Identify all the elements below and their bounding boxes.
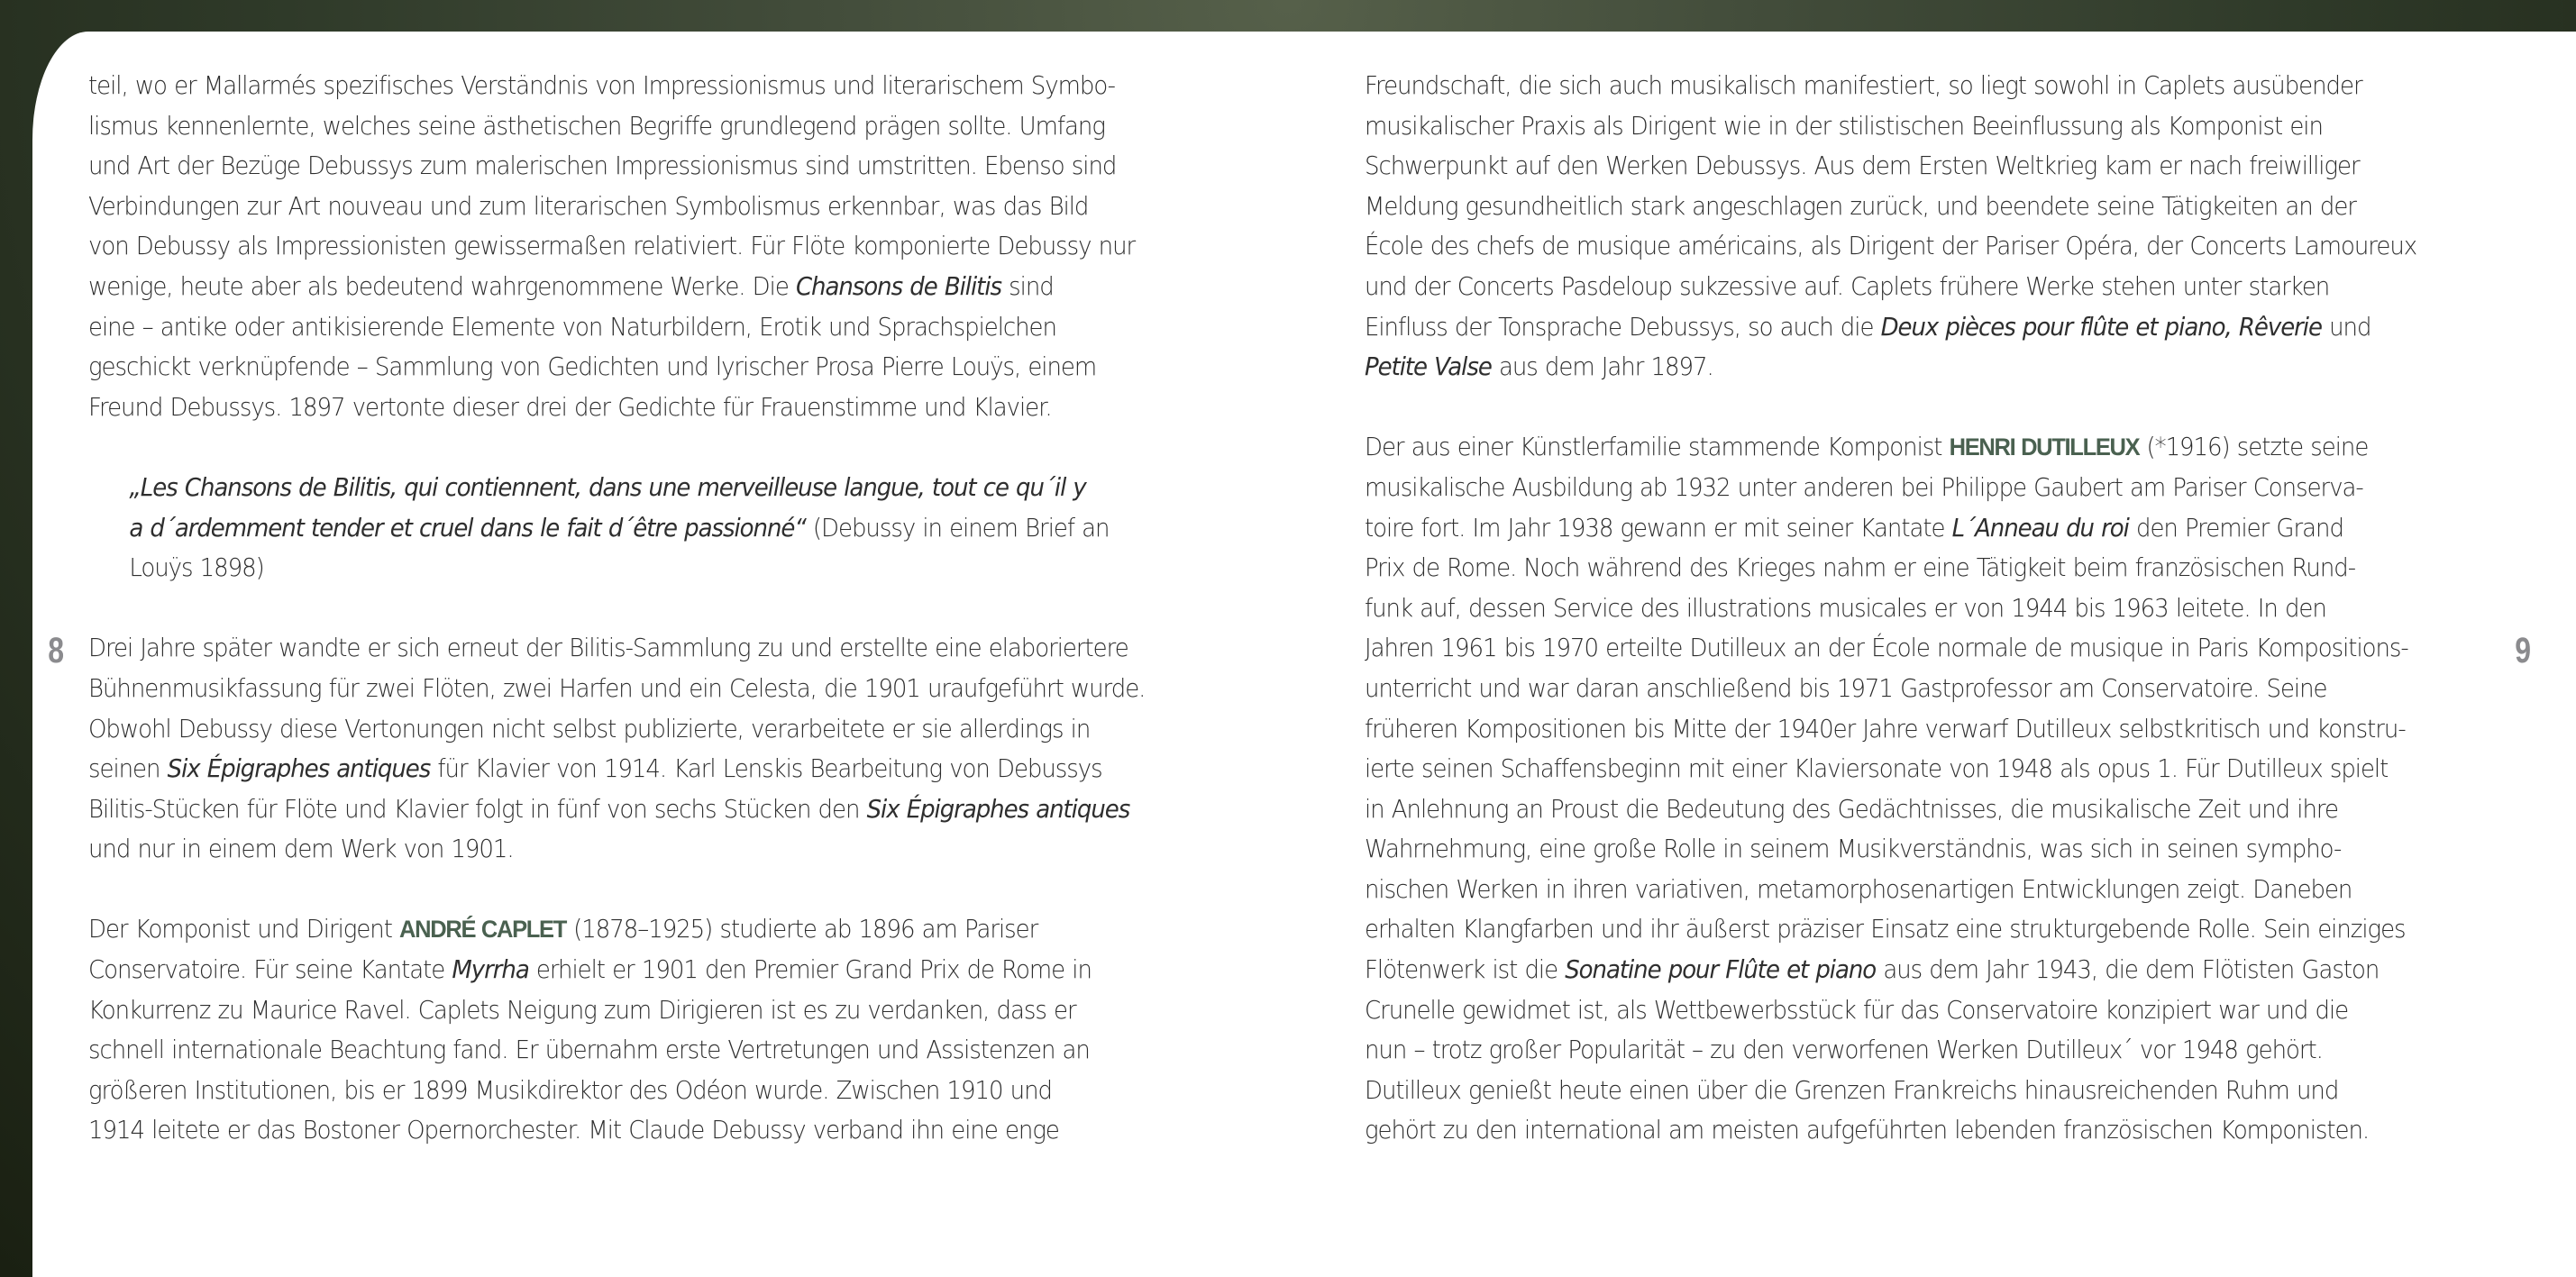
- text-run: musikalischer Praxis als Dirigent wie in der stilistischen Beeinflussung als Komponist ein: [1365, 111, 2323, 141]
- text-line: [1365, 468, 2491, 508]
- text-run: nischen Werken in ihren variativen, metamorphosenartigen Entwicklungen zeigt. Daneben: [1365, 874, 2352, 904]
- text-line: [88, 267, 1215, 307]
- text-line: [1365, 187, 2491, 227]
- italic-title: Six Épigraphes antiques: [167, 754, 431, 784]
- text-run: von Debussy als Impressionisten gewissermaßen relativiert. Für Flöte komponierte Debussy nur: [88, 232, 1136, 261]
- text-run: den Premier Grand: [2128, 513, 2343, 543]
- text-run: Freundschaft, die sich auch musikalisch manifestiert, so liegt sowohl in Caplets ausübender: [1365, 71, 2362, 100]
- text-run: unterricht und war daran anschließend bis 1971 Gastprofessor am Conservatoire. Seine: [1365, 673, 2327, 703]
- text-line: [1365, 267, 2491, 307]
- text-run: ierte seinen Schaffensbeginn mit einer Klaviersonate von 1948 als opus 1. Für Dutilleux spielt: [1365, 754, 2389, 784]
- text-line: [1365, 588, 2491, 629]
- text-run: gehört zu den international am meisten aufgeführten lebenden französischen Komponisten.: [1365, 1116, 2370, 1145]
- text-line: [88, 829, 1215, 870]
- paragraph: [88, 628, 1215, 870]
- text-run: für Klavier von 1914. Karl Lenskis Bearbeitung von Debussys: [430, 754, 1102, 784]
- text-run: teil, wo er Mallarmés spezifisches Verständnis von Impressionismus und literarischem Symbo-: [88, 71, 1116, 100]
- text-run: und nur in einem dem Werk von 1901.: [88, 835, 514, 864]
- text-run: größeren Institutionen, bis er 1899 Musikdirektor des Odéon wurde. Zwischen 1910 und: [88, 1075, 1052, 1105]
- text-run: Prix de Rome. Noch während des Krieges nahm er eine Tätigkeit beim französischen Rund-: [1365, 553, 2356, 583]
- text-run: geschickt verknüpfende – Sammlung von Gedichten und lyrischer Prosa Pierre Louÿs, einem: [88, 352, 1097, 382]
- text-run: Einfluss der Tonsprache Debussys, so auch die: [1365, 312, 1881, 342]
- text-run: und: [2321, 312, 2371, 342]
- text-line: [1365, 990, 2491, 1031]
- text-run: funk auf, dessen Service des illustrations musicales er von 1944 bis 1963 leitete. In den: [1365, 593, 2326, 623]
- text-line: [1365, 789, 2491, 830]
- text-line: [129, 468, 1215, 508]
- page-number-left: 8: [48, 631, 65, 670]
- text-run: Conservatoire. Für seine Kantate: [88, 955, 452, 985]
- text-line: [88, 990, 1215, 1031]
- text-line: [1365, 1071, 2491, 1111]
- text-line: [88, 950, 1215, 990]
- italic-title: Myrrha: [452, 955, 529, 985]
- page-number-right: 9: [2515, 631, 2532, 670]
- text-run: Crunelle gewidmet ist, als Wettbewerbsstück für das Conservatoire konzipiert war und die: [1365, 995, 2349, 1025]
- text-run: (Debussy in einem Brief an: [805, 513, 1110, 543]
- text-line: [88, 1071, 1215, 1111]
- text-line: [1365, 950, 2491, 990]
- text-run: Schwerpunkt auf den Werken Debussys. Aus dem Ersten Weltkrieg kam er nach freiwilliger: [1365, 151, 2360, 181]
- italic-title: Chansons de Bilitis: [795, 271, 1002, 301]
- text-line: [88, 909, 1215, 950]
- italic-title: Petite Valse: [1365, 352, 1492, 382]
- text-line: [1365, 427, 2491, 468]
- text-line: [88, 106, 1215, 147]
- text-line: [1365, 1110, 2491, 1151]
- text-run: Dutilleux genießt heute einen über die Grenzen Frankreichs hinausreichenden Ruhm und: [1365, 1075, 2339, 1105]
- paragraph: [88, 66, 1215, 427]
- text-line: [129, 548, 1215, 588]
- text-line: [1365, 548, 2491, 588]
- text-line: [1365, 1030, 2491, 1071]
- paragraph: [1365, 427, 2491, 1151]
- italic-title: Deux pièces pour flûte et piano, Rêverie: [1880, 312, 2322, 342]
- italic-title: Six Épigraphes antiques: [866, 794, 1130, 824]
- text-run: Drei Jahre später wandte er sich erneut der Bilitis-Sammlung zu und erstellte eine elaboriertere: [88, 634, 1128, 663]
- text-line: [88, 307, 1215, 348]
- text-line: [88, 749, 1215, 789]
- text-run: nun – trotz großer Popularität – zu den verworfenen Werken Dutilleux´ vor 1948 gehört.: [1365, 1035, 2323, 1065]
- left-page-text-column: [88, 66, 1215, 1191]
- text-run: seinen: [88, 754, 168, 784]
- italic-title: „Les Chansons de Bilitis, qui contiennent, dans une merveilleuse langue, tout ce qu´il y: [129, 472, 1086, 502]
- text-run: Wahrnehmung, eine große Rolle in seinem Musikverständnis, was sich in seinen sympho-: [1365, 835, 2342, 864]
- text-run: und der Concerts Pasdeloup sukzessive auf. Caplets frühere Werke stehen unter starken: [1365, 271, 2330, 301]
- text-line: [1365, 66, 2491, 106]
- right-page-text-column: [1365, 66, 2491, 1191]
- text-line: [1365, 709, 2491, 750]
- text-run: Verbindungen zur Art nouveau und zum literarischen Symbolismus erkennbar, was das Bild: [88, 191, 1089, 221]
- text-line: [1365, 347, 2491, 388]
- text-line: [88, 669, 1215, 709]
- text-line: [1365, 106, 2491, 147]
- text-run: wenige, heute aber als bedeutend wahrgenommene Werke. Die: [88, 271, 796, 301]
- text-run: früheren Kompositionen bis Mitte der 1940er Jahre verwarf Dutilleux selbstkritisch und konstru-: [1365, 714, 2406, 743]
- text-run: Der aus einer Künstlerfamilie stammende Komponist: [1365, 433, 1950, 462]
- text-run: Bühnenmusikfassung für zwei Flöten, zwei Harfen und ein Celesta, die 1901 uraufgeführt wurde.: [88, 673, 1146, 703]
- text-run: Flötenwerk ist die: [1365, 955, 1566, 985]
- italic-title: L´Anneau du roi: [1951, 513, 2129, 543]
- composer-name: HENRI DUTILLEUX: [1949, 433, 2140, 461]
- text-line: [88, 388, 1215, 428]
- text-line: [88, 1030, 1215, 1071]
- text-line: [88, 187, 1215, 227]
- text-line: [1365, 508, 2491, 549]
- text-line: [1365, 628, 2491, 669]
- text-run: lismus kennenlernte, welches seine ästhetischen Begriffe grundlegend prägen sollte. Umfang: [88, 111, 1105, 141]
- text-run: in Anlehnung an Proust die Bedeutung des Gedächtnisses, die musikalische Zeit und ihre: [1365, 794, 2338, 824]
- composer-name: ANDRÉ CAPLET: [399, 916, 566, 944]
- text-run: Der Komponist und Dirigent: [88, 915, 400, 944]
- text-run: Obwohl Debussy diese Vertonungen nicht selbst publizierte, verarbeitete er sie allerdings in: [88, 714, 1091, 743]
- text-line: [88, 628, 1215, 669]
- text-line: [1365, 749, 2491, 789]
- paragraph: [1365, 66, 2491, 388]
- text-run: (1878–1925) studierte ab 1896 am Pariser: [565, 915, 1038, 944]
- text-run: aus dem Jahr 1897.: [1491, 352, 1713, 382]
- italic-title: a d´ardemment tender et cruel dans le fait d´être passionné“: [129, 513, 806, 543]
- text-run: musikalische Ausbildung ab 1932 unter anderen bei Philippe Gaubert am Pariser Conserva-: [1365, 472, 2363, 502]
- text-line: [88, 146, 1215, 187]
- text-run: (*1916) setzte seine: [2139, 433, 2369, 462]
- text-run: erhielt er 1901 den Premier Grand Prix de Rome in: [528, 955, 1092, 985]
- text-run: schnell internationale Beachtung fand. Er übernahm erste Vertretungen und Assistenzen an: [88, 1035, 1090, 1065]
- text-run: toire fort. Im Jahr 1938 gewann er mit seiner Kantate: [1365, 513, 1952, 543]
- right-page-content: [1365, 66, 2491, 1151]
- text-run: Konkurrenz zu Maurice Ravel. Caplets Neigung zum Dirigieren ist es zu verdanken, dass er: [88, 995, 1076, 1025]
- text-run: 1914 leitete er das Bostoner Opernorchester. Mit Claude Debussy verband ihn eine enge: [88, 1116, 1059, 1145]
- text-run: Louÿs 1898): [129, 553, 264, 583]
- text-line: [129, 508, 1215, 549]
- text-line: [88, 789, 1215, 830]
- text-run: École des chefs de musique américains, als Dirigent der Pariser Opéra, der Concerts Lamoureux: [1365, 232, 2417, 261]
- text-line: [88, 66, 1215, 106]
- text-line: [88, 226, 1215, 267]
- text-line: [1365, 870, 2491, 910]
- text-run: Freund Debussys. 1897 vertonte dieser drei der Gedichte für Frauenstimme und Klavier.: [88, 392, 1052, 422]
- italic-title: Sonatine pour Flûte et piano: [1565, 955, 1877, 985]
- text-run: Jahren 1961 bis 1970 erteilte Dutilleux an der École normale de musique in Paris Kompositions-: [1365, 634, 2408, 663]
- text-line: [88, 1110, 1215, 1151]
- text-line: [1365, 669, 2491, 709]
- text-line: [1365, 226, 2491, 267]
- text-line: [1365, 307, 2491, 348]
- text-run: sind: [1001, 271, 1054, 301]
- text-run: Meldung gesundheitlich stark angeschlagen zurück, und beendete seine Tätigkeiten an der: [1365, 191, 2356, 221]
- text-run: und Art der Bezüge Debussys zum malerischen Impressionismus sind umstritten. Ebenso sind: [88, 151, 1117, 181]
- text-line: [1365, 829, 2491, 870]
- text-run: aus dem Jahr 1943, die dem Flötisten Gaston: [1876, 955, 2380, 985]
- left-page-content: [88, 66, 1215, 1151]
- text-line: [88, 709, 1215, 750]
- text-line: [1365, 909, 2491, 950]
- paragraph: [88, 909, 1215, 1151]
- text-run: Bilitis-Stücken für Flöte und Klavier folgt in fünf von sechs Stücken den: [88, 794, 867, 824]
- text-run: eine – antike oder antikisierende Elemente von Naturbildern, Erotik und Sprachspielchen: [88, 312, 1056, 342]
- text-line: [88, 347, 1215, 388]
- text-line: [1365, 146, 2491, 187]
- text-run: erhalten Klangfarben und ihr äußerst präziser Einsatz eine strukturgebende Rolle. Sein einziges: [1365, 915, 2406, 944]
- block-quote: [129, 468, 1215, 588]
